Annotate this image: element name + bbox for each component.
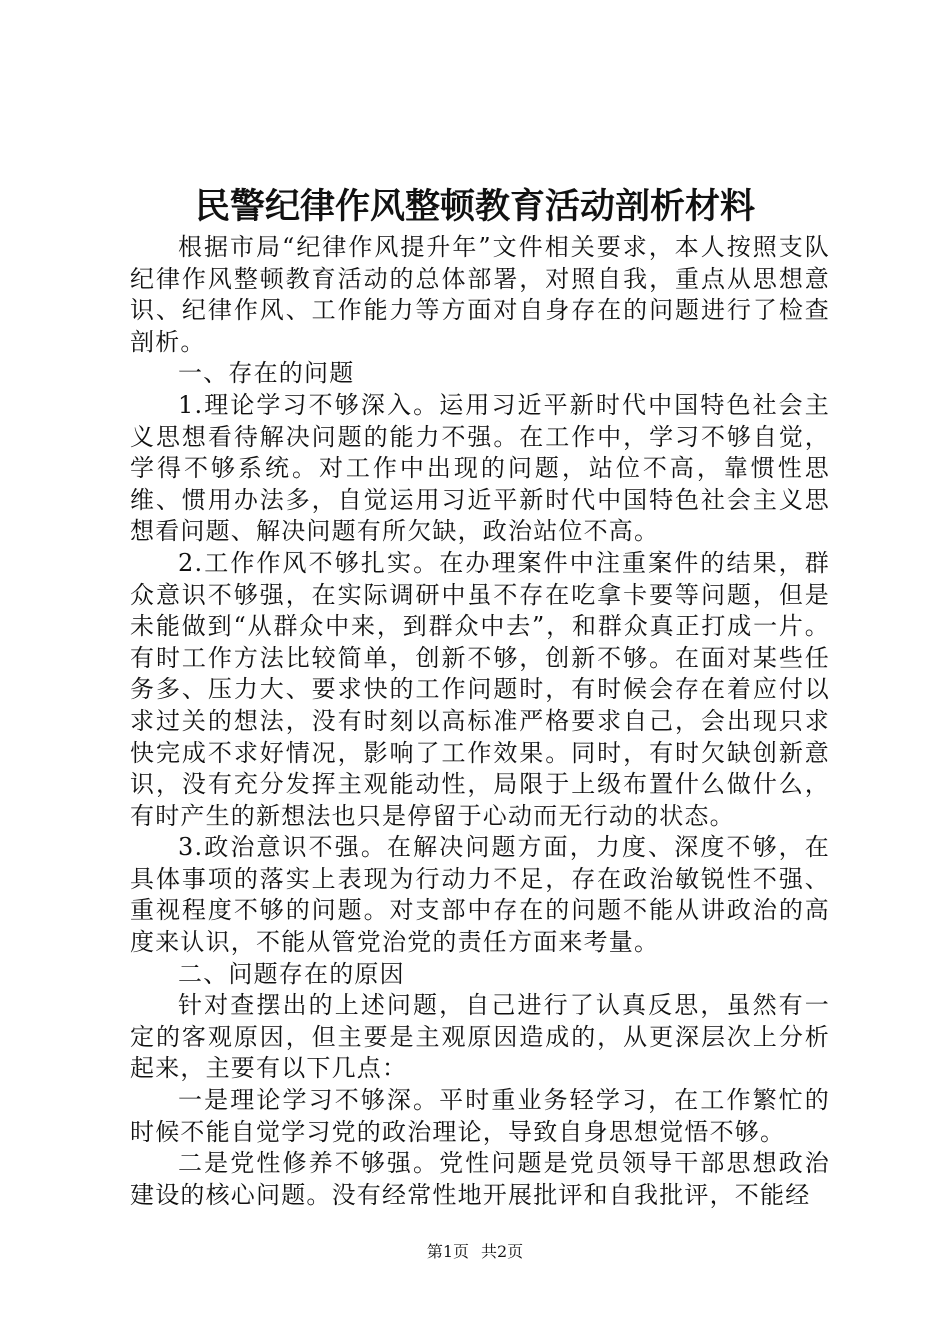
paragraph-problem-3: 3.政治意识不强。在解决问题方面，力度、深度不够，在具体事项的落实上表现为行动力不足，存在政治敏锐性不强、重视程度不够的问题。对支部中存在的问题不能从讲政治的高度来认识，不能从管党治党的责任方面来考量。 xyxy=(130,833,830,957)
paragraph-problem-2: 2.工作作风不够扎实。在办理案件中注重案件的结果，群众意识不够强，在实际调研中虽不存在吃拿卡要等问题，但是未能做到“从群众中来，到群众中去”，和群众真正打成一片。有时工作方法比较简单，创新不够，创新不够。在面对某些任务多、压力大、要求快的工作问题时，有时候会存在着应付以求过关的想法，没有时刻以高标准严格要求自己，会出现只求快完成不求好情况，影响了工作效果。同时，有时欠缺创新意识，没有充分发挥主观能动性，局限于上级布置什么做什么，有时产生的新想法也只是停留于心动而无行动的状态。 xyxy=(130,548,830,830)
paragraph-causes-intro: 针对查摆出的上述问题，自己进行了认真反思，虽然有一定的客观原因，但主要是主观原因造成的，从更深层次上分析起来，主要有以下几点： xyxy=(130,991,830,1083)
paragraph-problem-1: 1.理论学习不够深入。运用习近平新时代中国特色社会主义思想看待解决问题的能力不强。在工作中，学习不够自觉，学得不够系统。对工作中出现的问题，站位不高，靠惯性思维、惯用办法多，自觉运用习近平新时代中国特色社会主义思想看问题、解决问题有所欠缺，政治站位不高。 xyxy=(130,390,830,546)
section-heading-problems: 一、存在的问题 xyxy=(178,359,355,388)
section-heading-causes: 二、问题存在的原因 xyxy=(178,959,405,988)
paragraph-cause-2: 二是党性修养不够强。党性问题是党员领导干部思想政治建设的核心问题。没有经常性地开展批评和自我批评，不能经 xyxy=(130,1149,830,1209)
page-number-total: 共2页 xyxy=(481,1242,524,1261)
paragraph-intro: 根据市局“纪律作风提升年”文件相关要求，本人按照支队纪律作风整顿教育活动的总体部署，对照自我，重点从思想意识、纪律作风、工作能力等方面对自身存在的问题进行了检查剖析。 xyxy=(130,233,830,356)
document-body xyxy=(130,232,830,1211)
page-footer xyxy=(0,1242,950,1262)
document-title: 民警纪律作风整顿教育活动剖析材料 xyxy=(194,186,755,227)
page-number-current: 第1页 xyxy=(426,1242,469,1261)
paragraph-cause-1: 一是理论学习不够深。平时重业务轻学习，在工作繁忙的时候不能自觉学习党的政治理论，导致自身思想觉悟不够。 xyxy=(130,1086,830,1146)
